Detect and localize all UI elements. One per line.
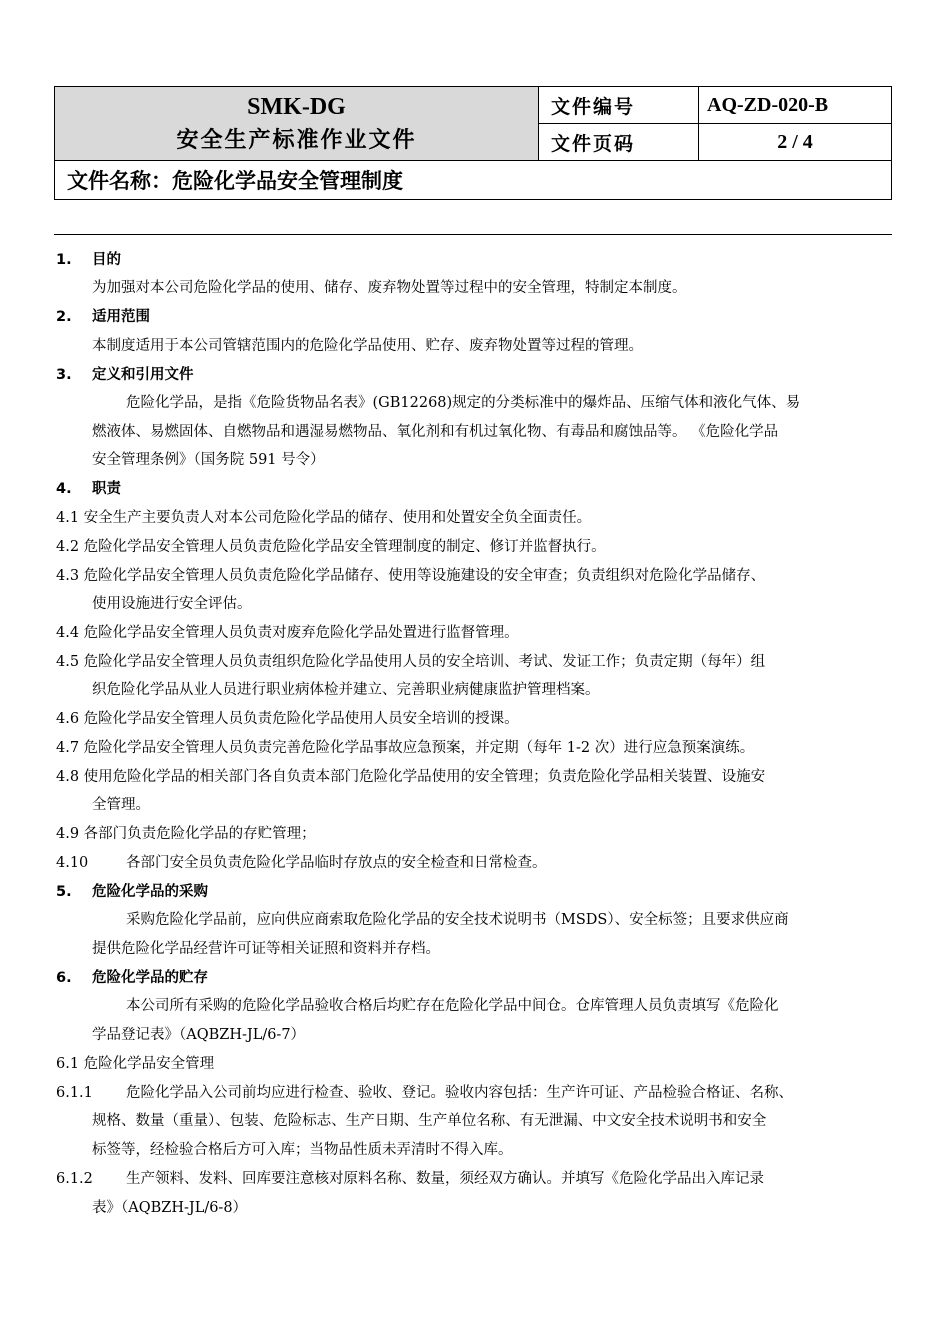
clause-4-3-cont: 使用设施进行安全评估。 — [92, 596, 252, 612]
section-3-text-line: 安全管理条例》（国务院 591 号令） — [92, 452, 325, 468]
clause-4-10: 4.10 各部门安全员负责危险化学品临时存放点的安全检查和日常检查。 — [56, 855, 547, 871]
section-2-heading: 2. 适用范围 — [56, 309, 150, 325]
section-3-text-line: 危险化学品，是指《危险货物品名表》(GB12268)规定的分类标准中的爆炸品、压缩气体和液化气体、易 — [126, 395, 801, 411]
header-divider — [54, 234, 892, 235]
section-5-text-line: 提供危险化学品经营许可证等相关证照和资料并存档。 — [92, 941, 440, 957]
clause-6-1-2-cont: 表》（AQBZH-JL/6-8） — [92, 1200, 248, 1216]
doc-number-label: 文件编号 — [539, 87, 699, 124]
clause-4-8-cont: 全管理。 — [92, 797, 150, 813]
clause-6-1-1-cont: 标签等，经检验合格后方可入库；当物品性质未弄清时不得入库。 — [92, 1142, 513, 1158]
section-4-heading: 4. 职责 — [56, 481, 121, 497]
subsection-6-1: 6.1 危险化学品安全管理 — [56, 1056, 215, 1072]
header-title-block — [55, 87, 539, 161]
clause-4-8: 4.8 使用危险化学品的相关部门各自负责本部门危险化学品使用的安全管理；负责危险化学品相关装置、设施安 — [56, 769, 766, 785]
clause-4-2: 4.2 危险化学品安全管理人员负责危险化学品安全管理制度的制定、修订并监督执行。 — [56, 539, 606, 555]
section-6-text-line: 本公司所有采购的危险化学品验收合格后均贮存在危险化学品中间仓。仓库管理人员负责填写《危险化 — [126, 998, 779, 1014]
clause-6-1-2: 6.1.2 生产领料、发料、回库要注意核对原料名称、数量，须经双方确认。并填写《危险化学品出入库记录 — [56, 1171, 764, 1187]
clause-4-6: 4.6 危险化学品安全管理人员负责危险化学品使用人员安全培训的授课。 — [56, 711, 519, 727]
clause-4-3: 4.3 危险化学品安全管理人员负责危险化学品储存、使用等设施建设的安全审查；负责组织对危险化学品储存、 — [56, 568, 766, 584]
section-5-heading: 5. 危险化学品的采购 — [56, 884, 208, 900]
clause-4-5-cont: 织危险化学品从业人员进行职业病体检并建立、完善职业病健康监护管理档案。 — [92, 682, 600, 698]
clause-6-1-1-cont: 规格、数量（重量）、包装、危险标志、生产日期、生产单位名称、有无泄漏、中文安全技术说明书和安全 — [92, 1113, 767, 1129]
page-number-label: 文件页码 — [539, 124, 699, 161]
section-6-heading: 6. 危险化学品的贮存 — [56, 970, 208, 986]
section-5-text-line: 采购危险化学品前，应向供应商索取危险化学品的安全技术说明书（MSDS）、安全标签；且要求供应商 — [126, 912, 789, 928]
doc-number-value: AQ-ZD-020-B — [699, 87, 891, 124]
section-3-text-line: 燃液体、易燃固体、自燃物品和遇湿易燃物品、氧化剂和有机过氧化物、有毒品和腐蚀品等。 《危险化学品 — [92, 424, 779, 440]
clause-4-4: 4.4 危险化学品安全管理人员负责对废弃危险化学品处置进行监督管理。 — [56, 625, 519, 641]
clause-4-5: 4.5 危险化学品安全管理人员负责组织危险化学品使用人员的安全培训、考试、发证工作；负责定期（每年）组 — [56, 654, 766, 670]
page-number-value: 2 / 4 — [699, 124, 891, 161]
section-2-text: 本制度适用于本公司管辖范围内的危险化学品使用、贮存、废弃物处置等过程的管理。 — [92, 338, 643, 354]
clause-6-1-1: 6.1.1 危险化学品入公司前均应进行检查、验收、登记。验收内容包括：生产许可证、产品检验合格证、名称、 — [56, 1085, 793, 1101]
section-3-heading: 3. 定义和引用文件 — [56, 367, 194, 383]
clause-4-7: 4.7 危险化学品安全管理人员负责完善危险化学品事故应急预案，并定期（每年 1-2 次）进行应急预案演练。 — [56, 740, 755, 756]
document-header — [54, 86, 892, 200]
section-1-heading: 1. 目的 — [56, 252, 121, 268]
document-type: 安全生产标准作业文件 — [176, 127, 417, 153]
company-name: SMK-DG — [247, 94, 346, 120]
section-1-text: 为加强对本公司危险化学品的使用、储存、废弃物处置等过程中的安全管理，特制定本制度。 — [92, 280, 687, 296]
document-name: 文件名称：危险化学品安全管理制度 — [67, 168, 403, 193]
clause-4-1: 4.1 安全生产主要负责人对本公司危险化学品的储存、使用和处置安全负全面责任。 — [56, 510, 592, 526]
section-6-text-line: 学品登记表》（AQBZH-JL/6-7） — [92, 1027, 306, 1043]
clause-4-9: 4.9 各部门负责危险化学品的存贮管理； — [56, 826, 316, 842]
